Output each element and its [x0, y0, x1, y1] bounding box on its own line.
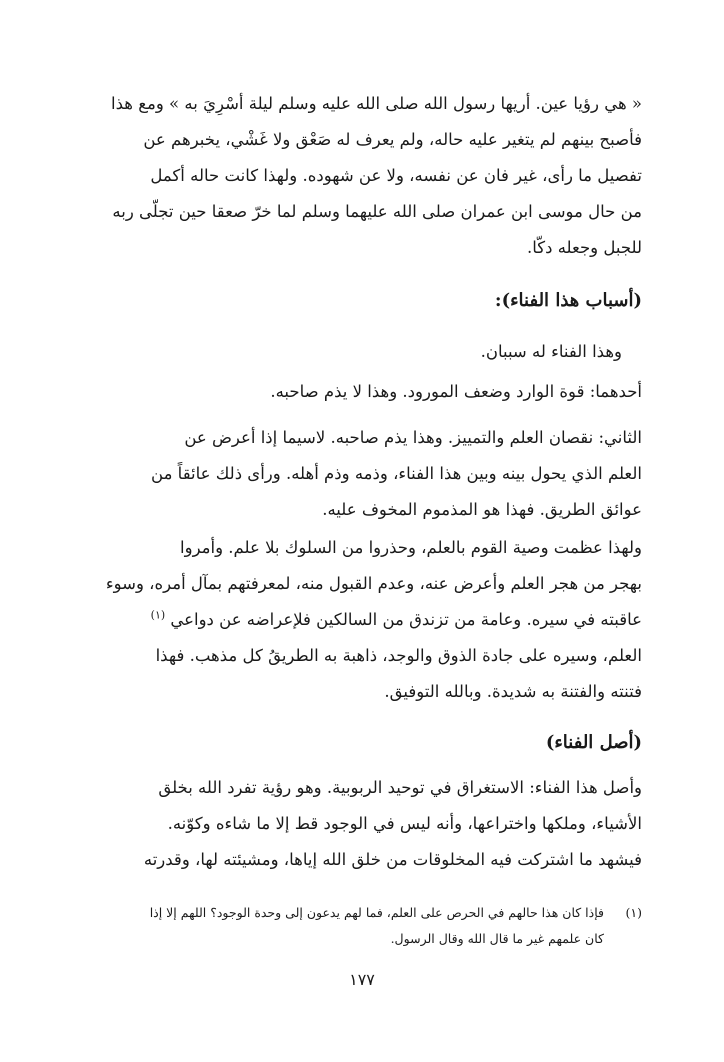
paragraph-6	[80, 770, 642, 878]
text-line: فيشهد ما اشتركت فيه المخلوقات من خلق الله إياها، ومشيئته لها، وقدرته	[143, 850, 642, 869]
text-segment: عاقبته في سيره. وعامة من تزندق من السالكين فلإعراضه عن دواعي	[170, 610, 642, 629]
text-line: الثاني: نقصان العلم والتمييز. وهذا يذم صاحبه. لاسيما إذا أعرض عن	[184, 428, 642, 447]
text-line: الأشياء، وملكها واختراعها، وأنه ليس في الوجود قط إلا ما شاءه وكوّنه.	[167, 814, 642, 833]
text-line: أحدهما: قوة الوارد وضعف المورود. وهذا لا يذم صاحبه.	[270, 382, 642, 401]
footnote-marker: (١)	[625, 905, 642, 920]
text-line: من حال موسى ابن عمران صلى الله عليهما وسلم لما خرّ صعقا حين تجلّى ربه	[112, 202, 642, 221]
paragraph-1	[80, 86, 642, 266]
text-line: عوائق الطريق. فهذا هو المذموم المخوف عليه.	[322, 500, 642, 519]
text-line: وهذا الفناء له سببان.	[480, 342, 622, 361]
text-line	[80, 602, 642, 638]
text-line: تفصيل ما رأى، غير فان عن نفسه، ولا عن شهوده. ولهذا كانت حاله أكمل	[150, 166, 642, 185]
text-line: العلم الذي يحول بينه وبين هذا الفناء، وذمه وذم أهله. ورأى ذلك عائقاً من	[151, 464, 642, 483]
text-line: بهجر من هجر العلم وأعرض عنه، وعدم القبول منه، لمعرفتهم بمآل أمره، وسوء	[105, 574, 642, 593]
paragraph-5	[80, 530, 642, 710]
footnote-reference[interactable]: (١)	[150, 608, 166, 622]
paragraph-3	[80, 374, 642, 410]
text-line: فتنته والفتنة به شديدة. وبالله التوفيق.	[384, 682, 642, 701]
paragraph-4	[80, 420, 642, 528]
footnote-line: كان علمهم غير ما قال الله وقال الرسول.	[390, 931, 604, 946]
page-number: ١٧٧	[349, 970, 375, 989]
text-line: وأصل هذا الفناء: الاستغراق في توحيد الربوبية. وهو رؤية تفرد الله بخلق	[158, 778, 642, 797]
text-line: فأصبح بينهم لم يتغير عليه حاله، ولم يعرف له صَعْق ولا غَشْي، يخبرهم عن	[143, 130, 642, 149]
footnote	[80, 900, 642, 952]
section-heading-origin: (أصل الفناء)	[545, 732, 642, 753]
section-heading-causes: (أسباب هذا الفناء):	[494, 290, 642, 311]
text-line: العلم، وسيره على جادة الذوق والوجد، ذاهبة به الطريقُ كل مذهب. فهذا	[155, 646, 642, 665]
text-line: ولهذا عظمت وصية القوم بالعلم، وحذروا من السلوك بلا علم. وأمروا	[180, 538, 642, 557]
text-line: للجبل وجعله دكّا.	[526, 238, 642, 257]
text-line: « هي رؤيا عين. أريها رسول الله صلى الله عليه وسلم ليلة أسْرِيَ به » ومع هذا	[111, 94, 642, 113]
footnote-line: فإذا كان هذا حالهم في الحرص على العلم، فما لهم يدعون إلى وحدة الوجود؟ اللهم إلا إذا	[149, 905, 604, 920]
paragraph-2	[80, 334, 622, 370]
